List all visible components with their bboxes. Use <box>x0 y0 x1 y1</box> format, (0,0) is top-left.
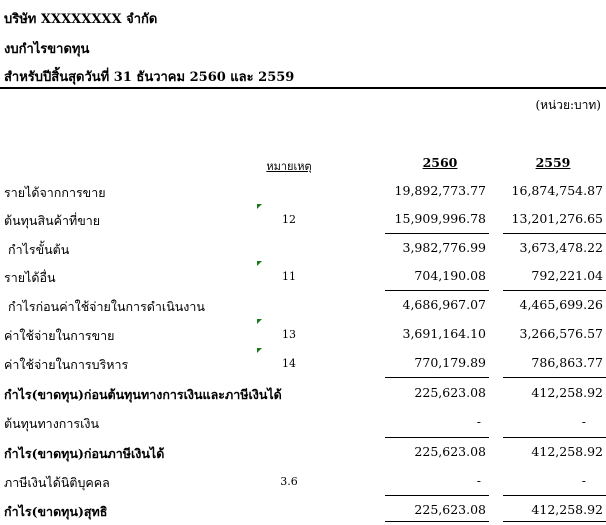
comment-marker-icon <box>257 319 262 324</box>
row-value-2560: 3,691,164.10 <box>402 326 486 341</box>
row-value-2560: 15,909,996.78 <box>394 211 486 226</box>
row-label: ค่าใช้จ่ายในการขาย <box>4 328 115 343</box>
row-value-2559: 792,221.04 <box>531 268 603 283</box>
row-note: 14 <box>282 357 296 370</box>
subtotal-rule <box>503 377 606 378</box>
subtotal-rule <box>503 495 606 496</box>
row-note: 13 <box>282 328 296 341</box>
row-label: ค่าใช้จ่ายในการบริหาร <box>4 357 129 372</box>
column-2560-header: 2560 <box>422 155 458 170</box>
row-value-2560: 225,623.08 <box>414 502 486 517</box>
subtotal-rule <box>503 233 606 234</box>
subtotal-rule <box>385 233 489 234</box>
row-value-2559: 412,258.92 <box>531 444 603 459</box>
row-value-2559: - <box>581 414 586 429</box>
subtotal-rule <box>503 290 606 291</box>
statement-title: งบกำไรขาดทุน <box>4 42 90 57</box>
total-rule <box>385 521 489 522</box>
statement-period: สำหรับปีสิ้นสุดวันที่ 31 ธันวาคม 2560 และ 2559 <box>4 70 295 85</box>
subtotal-rule <box>385 290 489 291</box>
comment-marker-icon <box>257 261 262 266</box>
row-label: กำไร(ขาดทุน)สุทธิ <box>4 504 108 519</box>
unit-label: (หน่วย:บาท) <box>535 98 601 112</box>
row-label: กำไรขั้นต้น <box>8 242 70 257</box>
row-label: ต้นทุนทางการเงิน <box>4 416 100 431</box>
row-value-2560: 225,623.08 <box>414 385 486 400</box>
row-value-2559: - <box>581 473 586 488</box>
row-value-2559: 3,673,478.22 <box>519 240 603 255</box>
header-divider <box>0 87 606 89</box>
row-value-2559: 412,258.92 <box>531 385 603 400</box>
row-label: กำไรก่อนค่าใช้จ่ายในการดำเนินงาน <box>8 299 205 314</box>
column-2559-header: 2559 <box>535 155 571 170</box>
row-value-2559: 3,266,576.57 <box>519 326 603 341</box>
row-value-2560: 770,179.89 <box>414 355 486 370</box>
column-note-header: หมายเหตุ <box>266 160 312 173</box>
comment-marker-icon <box>257 348 262 353</box>
row-value-2559: 786,863.77 <box>531 355 603 370</box>
row-label: ภาษีเงินได้นิติบุคคล <box>4 475 110 490</box>
row-value-2560: - <box>476 414 481 429</box>
row-value-2560: - <box>476 473 481 488</box>
row-label: กำไร(ขาดทุน)ก่อนภาษีเงินได้ <box>4 446 165 461</box>
subtotal-rule <box>385 377 489 378</box>
row-value-2559: 13,201,276.65 <box>511 211 603 226</box>
row-note: 11 <box>282 270 296 283</box>
row-label: กำไร(ขาดทุน)ก่อนต้นทุนทางการเงินและภาษีเงินได้ <box>4 387 282 402</box>
subtotal-rule <box>385 437 489 438</box>
row-value-2559: 4,465,699.26 <box>519 297 603 312</box>
row-label: ต้นทุนสินค้าที่ขาย <box>4 213 101 228</box>
company-name: บริษัท XXXXXXXX จำกัด <box>4 12 158 27</box>
row-value-2560: 704,190.08 <box>414 268 486 283</box>
row-label: รายได้จากการขาย <box>4 185 106 200</box>
subtotal-rule <box>385 495 489 496</box>
row-value-2560: 4,686,967.07 <box>402 297 486 312</box>
row-value-2560: 225,623.08 <box>414 444 486 459</box>
total-rule <box>503 521 606 522</box>
row-value-2559: 412,258.92 <box>531 502 603 517</box>
row-note: 3.6 <box>280 475 298 488</box>
row-value-2559: 16,874,754.87 <box>511 183 603 198</box>
comment-marker-icon <box>257 204 262 209</box>
row-label: รายได้อื่น <box>4 270 56 285</box>
subtotal-rule <box>503 437 606 438</box>
row-note: 12 <box>282 213 296 226</box>
row-value-2560: 3,982,776.99 <box>402 240 486 255</box>
row-value-2560: 19,892,773.77 <box>394 183 486 198</box>
